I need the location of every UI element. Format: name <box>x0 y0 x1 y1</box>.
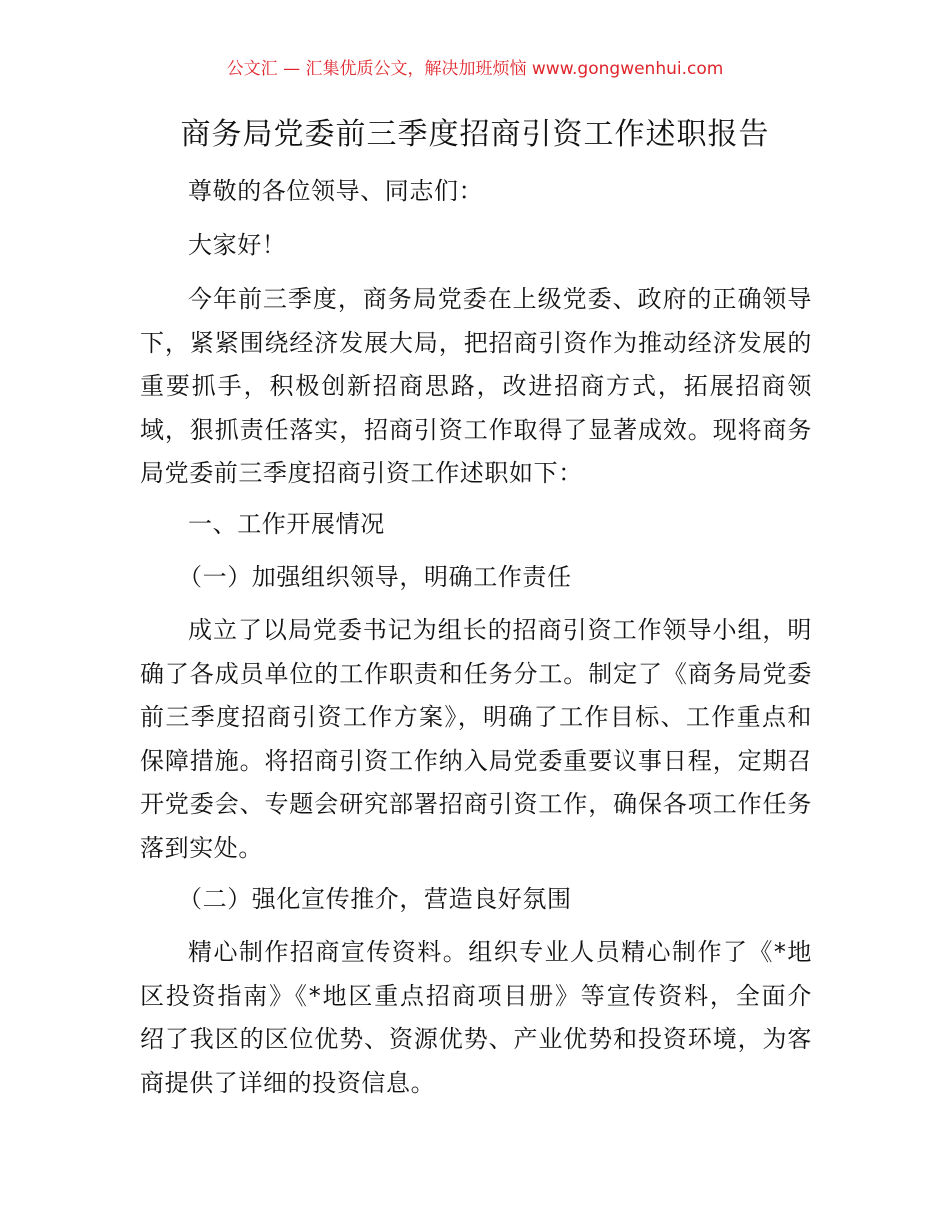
paragraph-line: 绍了我区的区位优势、资源优势、产业优势和投资环境，为客 <box>140 1025 812 1053</box>
subsection-paragraph <box>140 931 812 1105</box>
paragraph-line: 区投资指南》《*地区重点招商项目册》等宣传资料，全面介 <box>140 981 812 1010</box>
site-banner: 公文汇 — 汇集优质公文，解决加班烦恼 www.gongwenhui.com <box>226 59 724 79</box>
paragraph-line: 确了各成员单位的工作职责和任务分工。制定了《商务局党委 <box>140 659 812 688</box>
section-heading-text: 一、工作开展情况 <box>188 510 385 538</box>
paragraph-line: 今年前三季度，商务局党委在上级党委、政府的正确领导 <box>188 285 812 313</box>
paragraph-line: 保障措施。将招商引资工作纳入局党委重要议事日程，定期召 <box>140 746 812 775</box>
paragraph-line: 前三季度招商引资工作方案》，明确了工作目标、工作重点和 <box>140 703 812 731</box>
intro-paragraph <box>140 278 812 496</box>
greeting <box>140 224 860 268</box>
subsection-heading <box>140 878 850 922</box>
section-heading <box>140 503 860 547</box>
paragraph-line: 局党委前三季度招商引资工作述职如下： <box>140 459 583 487</box>
paragraph-line: 开党委会、专题会研究部署招商引资工作，确保各项工作任务 <box>140 790 812 818</box>
salutation-text: 尊敬的各位领导、同志们： <box>188 177 484 205</box>
subsection-paragraph <box>140 609 812 870</box>
document-title: 商务局党委前三季度招商引资工作述职报告 <box>180 117 770 152</box>
paragraph-line: 精心制作招商宣传资料。组织专业人员精心制作了《*地 <box>188 938 812 966</box>
subsection-heading-text: （一）加强组织领导，明确工作责任 <box>178 563 572 591</box>
salutation <box>140 170 860 214</box>
paragraph-line: 落到实处。 <box>140 833 263 862</box>
paragraph-line: 重要抓手，积极创新招商思路，改进招商方式，拓展招商领 <box>140 372 812 400</box>
paragraph-line: 成立了以局党委书记为组长的招商引资工作领导小组，明 <box>188 616 812 644</box>
paragraph-line: 域，狠抓责任落实，招商引资工作取得了显著成效。现将商务 <box>140 415 812 444</box>
greeting-text: 大家好！ <box>188 231 287 259</box>
paragraph-line: 下，紧紧围绕经济发展大局，把招商引资作为推动经济发展的 <box>140 328 812 357</box>
subsection-heading-text: （二）强化宣传推介，营造良好氛围 <box>178 885 572 913</box>
subsection-heading <box>140 556 850 600</box>
paragraph-line: 商提供了详细的投资信息。 <box>140 1068 436 1097</box>
